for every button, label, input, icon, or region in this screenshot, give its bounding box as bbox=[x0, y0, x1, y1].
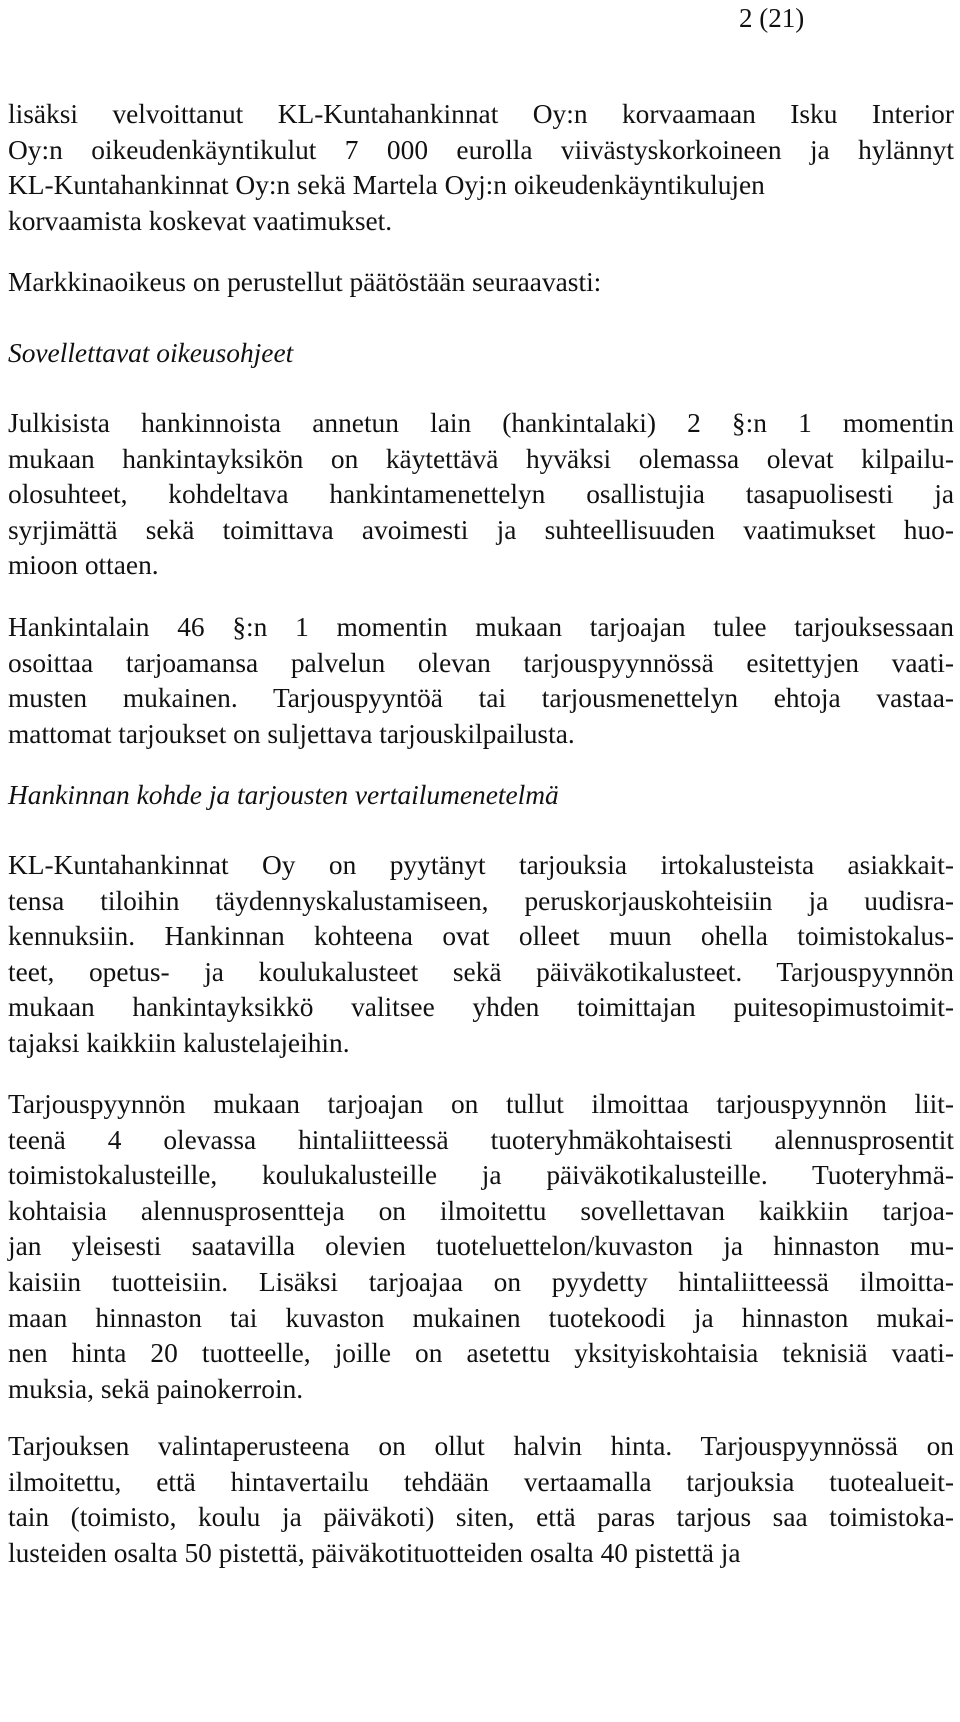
text-line: Hankintalain 46 §:n 1 momentin mukaan tarjoajan tulee tarjouksessaan bbox=[8, 612, 954, 642]
text-line: teet, opetus- ja koulukalusteet sekä päiväkotikalusteet. Tarjouspyynnön bbox=[8, 956, 954, 987]
text-line: mattomat tarjoukset on suljettava tarjouskilpailusta. bbox=[8, 718, 575, 749]
text-line: korvaamista koskevat vaatimukset. bbox=[8, 205, 393, 236]
text-line: toimistokalusteille, koulukalusteille ja päiväkotikalusteille. Tuoteryhmä- bbox=[8, 1160, 954, 1191]
text-line: teenä 4 olevassa hintaliitteessä tuoteryhmäkohtaisesti alennusprosentit bbox=[8, 1124, 954, 1155]
text-line: Julkisista hankinnoista annetun lain (hankintalaki) 2 §:n 1 momentin bbox=[8, 408, 954, 438]
text-line: tajaksi kaikkiin kalustelajeihin. bbox=[8, 1027, 350, 1058]
text-line: kennuksiin. Hankinnan kohteena ovat olleet muun ohella toimistokalus- bbox=[8, 921, 954, 952]
paragraph-3 bbox=[8, 406, 954, 584]
text-line: syrjimättä sekä toimittava avoimesti ja suhteellisuuden vaatimukset huo- bbox=[8, 514, 954, 545]
paragraph-6 bbox=[8, 1087, 954, 1407]
paragraph-2 bbox=[8, 265, 954, 301]
section-heading-hankinnan-kohde bbox=[8, 778, 954, 814]
text-line: nen hinta 20 tuotteelle, joille on asetettu yksityiskohtaisia teknisiä vaati- bbox=[8, 1338, 954, 1369]
text-line: mukaan hankintayksikön on käytettävä hyväksi olemassa olevat kilpailu- bbox=[8, 443, 954, 474]
page-number: 2 (21) bbox=[739, 3, 805, 33]
text-line: muksia, sekä painokerroin. bbox=[8, 1373, 304, 1404]
text-line: ilmoitettu, että hintavertailu tehdään vertaamalla tarjouksia tuotealueit- bbox=[8, 1466, 954, 1497]
text-line: kaisiin tuotteisiin. Lisäksi tarjoajaa on pyydetty hintaliitteessä ilmoitta- bbox=[8, 1266, 954, 1297]
text-line: Tarjouksen valintaperusteena on ollut halvin hinta. Tarjouspyynnössä on bbox=[8, 1431, 954, 1461]
paragraph-5 bbox=[8, 848, 954, 1062]
text-line: maan hinnaston tai kuvaston mukainen tuotekoodi ja hinnaston mukai- bbox=[8, 1302, 954, 1333]
text-line: Tarjouspyynnön mukaan tarjoajan on tullut ilmoittaa tarjouspyynnön liit- bbox=[8, 1089, 954, 1119]
section-heading: Hankinnan kohde ja tarjousten vertailumenetelmä bbox=[8, 780, 559, 810]
paragraph-7 bbox=[8, 1429, 954, 1571]
paragraph-4 bbox=[8, 610, 954, 752]
section-heading-sovellettavat bbox=[8, 336, 954, 372]
text-line: tensa tiloihin täydennyskalustamiseen, peruskorjauskohteisiin ja uudisra- bbox=[8, 885, 954, 916]
text-line: mukaan hankintayksikkö valitsee yhden toimittajan puitesopimustoimit- bbox=[8, 992, 954, 1023]
text-line: olosuhteet, kohdeltava hankintamenettelyn osallistujia tasapuolisesti ja bbox=[8, 479, 954, 510]
text-line: osoittaa tarjoamansa palvelun olevan tarjouspyynnössä esitettyjen vaati- bbox=[8, 647, 954, 678]
text-line: jan yleisesti saatavilla olevien tuoteluettelon/kuvaston ja hinnaston mu- bbox=[8, 1231, 954, 1262]
text-line: kohtaisia alennusprosentteja on ilmoitettu sovellettavan kaikkiin tarjoa- bbox=[8, 1195, 954, 1226]
text-line: lisäksi velvoittanut KL-Kuntahankinnat Oy:n korvaamaan Isku Interior bbox=[8, 99, 954, 129]
text-line: lusteiden osalta 50 pistettä, päiväkotituotteiden osalta 40 pistettä ja bbox=[8, 1537, 741, 1568]
text-line: mioon ottaen. bbox=[8, 550, 159, 581]
text-line: Markkinaoikeus on perustellut päätöstään seuraavasti: bbox=[8, 267, 602, 297]
text-line: tain (toimisto, koulu ja päiväkoti) siten, että paras tarjous saa toimistoka- bbox=[8, 1502, 954, 1533]
text-line: Oy:n oikeudenkäyntikulut 7 000 eurolla viivästyskorkoineen ja hylännyt bbox=[8, 134, 954, 165]
text-line: KL-Kuntahankinnat Oy:n sekä Martela Oyj:n oikeudenkäyntikulujen bbox=[8, 170, 765, 201]
text-line: musten mukainen. Tarjouspyyntöä tai tarjousmenettelyn ehtoja vastaa- bbox=[8, 683, 954, 714]
text-line: KL-Kuntahankinnat Oy on pyytänyt tarjouksia irtokalusteista asiakkait- bbox=[8, 850, 954, 880]
paragraph-1 bbox=[8, 97, 954, 239]
section-heading: Sovellettavat oikeusohjeet bbox=[8, 338, 294, 368]
